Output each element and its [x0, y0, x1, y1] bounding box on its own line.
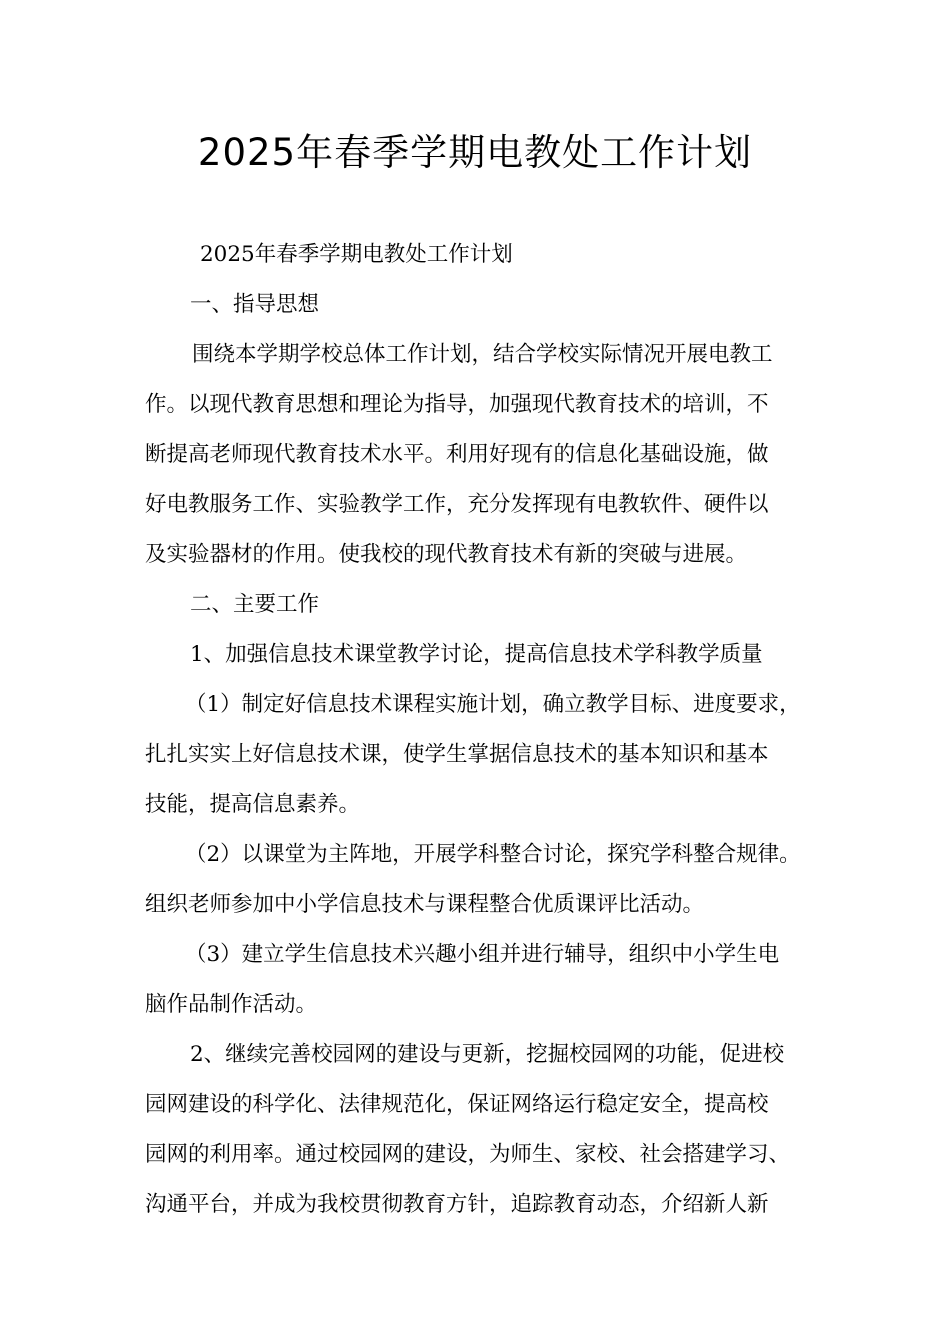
paragraph-line: 园网建设的科学化、法律规范化，保证网络运行稳定安全，提高校: [145, 1092, 769, 1117]
paragraph-line: 沟通平台，并成为我校贯彻教育方针，追踪教育动态，介绍新人新: [145, 1192, 769, 1217]
paragraph-line: 好电教服务工作、实验教学工作，充分发挥现有电教软件、硬件以: [145, 492, 769, 517]
paragraph-line: 扎扎实实上好信息技术课，使学生掌据信息技术的基本知识和基本: [145, 742, 769, 767]
paragraph-line: （1）制定好信息技术课程实施计划，确立教学目标、进度要求，: [185, 692, 801, 717]
paragraph-line: 脑作品制作活动。: [145, 992, 318, 1017]
paragraph-line: 园网的利用率。通过校园网的建设，为师生、家校、社会搭建学习、: [145, 1142, 791, 1167]
item-heading: 1、加强信息技术课堂教学讨论，提高信息技术学科教学质量: [190, 642, 763, 667]
paragraph-line: 组织老师参加中小学信息技术与课程整合优质课评比活动。: [145, 892, 705, 917]
paragraph-line: （3）建立学生信息技术兴趣小组并进行辅导，组织中小学生电: [185, 942, 780, 967]
paragraph-line: （2）以课堂为主阵地，开展学科整合讨论，探究学科整合规律。: [185, 842, 801, 867]
document-body: [145, 230, 835, 1230]
document-subtitle: 2025年春季学期电教处工作计划: [200, 242, 513, 267]
paragraph-line: 2、继续完善校园网的建设与更新，挖掘校园网的功能，促进校: [190, 1042, 785, 1067]
paragraph-line: 断提高老师现代教育技术水平。利用好现有的信息化基础设施，做: [145, 442, 769, 467]
section-heading-main-work: 二、主要工作: [190, 592, 320, 617]
document-title: 2025年春季学期电教处工作计划: [197, 131, 753, 174]
paragraph-line: 及实验器材的作用。使我校的现代教育技术有新的突破与进展。: [145, 542, 748, 567]
paragraph-line: 作。以现代教育思想和理论为指导，加强现代教育技术的培训，不: [145, 392, 769, 417]
paragraph-line: 技能，提高信息素养。: [145, 792, 361, 817]
paragraph-line: 围绕本学期学校总体工作计划，结合学校实际情况开展电教工: [192, 342, 773, 367]
section-heading-guiding-ideology: 一、指导思想: [190, 292, 320, 317]
